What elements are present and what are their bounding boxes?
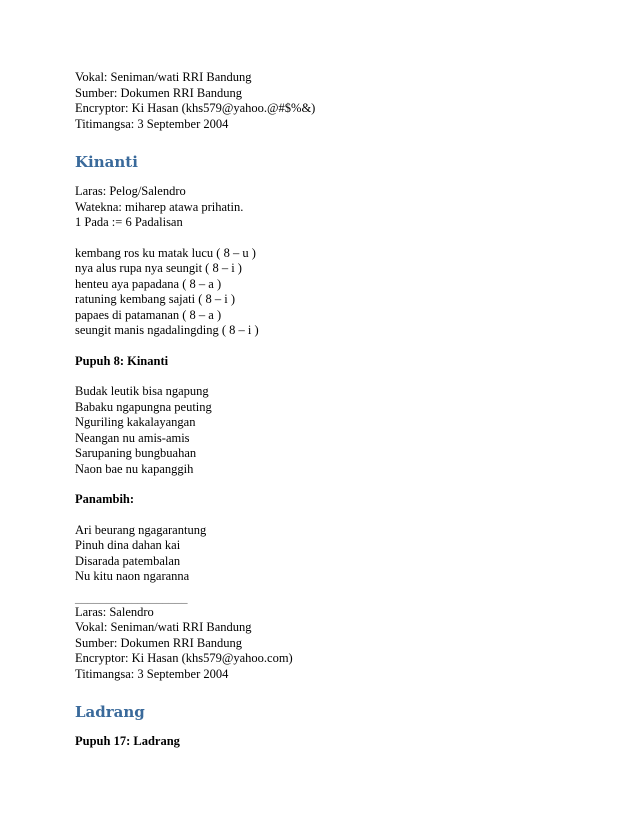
panambih-title: Panambih: [75,492,135,506]
poem-line: Budak leutik bisa ngapung [75,384,209,398]
panambih-line: Disarada patembalan [75,553,181,568]
vokal-line: Vokal: Seniman/wati RRI Bandung [75,620,252,634]
sumber-line: Sumber: Dokumen RRI Bandung [75,635,243,650]
poem-line: Neangan nu amis-amis [75,430,190,445]
panambih-line: Nu kitu naon ngaranna [75,569,190,583]
document-page [75,70,575,750]
encryptor-line: Encryptor: Ki Hasan (khs579@yahoo.@#$%&) [75,101,316,115]
watekna-line: Watekna: miharep atawa prihatin. [75,199,244,214]
ladrang-heading: Ladrang [75,703,145,721]
poem-line: Babaku ngapungna peuting [75,399,212,414]
pattern-line: nya alus rupa nya seungit ( 8 – i ) [75,261,242,275]
section-divider: __________________ [75,590,188,605]
sumber-line: Sumber: Dokumen RRI Bandung [75,85,243,100]
pattern-line: papaes di patamanan ( 8 – a ) [75,307,222,322]
laras-line: Laras: Salendro [75,604,154,619]
vokal-line: Vokal: Seniman/wati RRI Bandung [75,70,252,84]
panambih-line: Pinuh dina dahan kai [75,538,181,552]
kinanti-heading: Kinanti [75,153,138,171]
pada-line: 1 Pada := 6 Padalisan [75,215,183,229]
titimangsa-line: Titimangsa: 3 September 2004 [75,666,229,681]
pupuh-kinanti-title: Pupuh 8: Kinanti [75,353,169,368]
pattern-line: seungit manis ngadalingding ( 8 – i ) [75,323,259,337]
pupuh-ladrang-title: Pupuh 17: Ladrang [75,734,180,748]
encryptor-line: Encryptor: Ki Hasan (khs579@yahoo.com) [75,651,293,665]
pattern-line: ratuning kembang sajati ( 8 – i ) [75,292,236,306]
titimangsa-line: Titimangsa: 3 September 2004 [75,116,229,131]
poem-line: Nguriling kakalayangan [75,415,196,429]
pattern-line: kembang ros ku matak lucu ( 8 – u ) [75,245,256,260]
poem-line: Sarupaning bungbuahan [75,446,197,460]
pattern-line: henteu aya papadana ( 8 – a ) [75,276,222,291]
poem-line: Naon bae nu kapanggih [75,461,194,476]
laras-line: Laras: Pelog/Salendro [75,184,186,198]
panambih-line: Ari beurang ngagarantung [75,522,207,537]
